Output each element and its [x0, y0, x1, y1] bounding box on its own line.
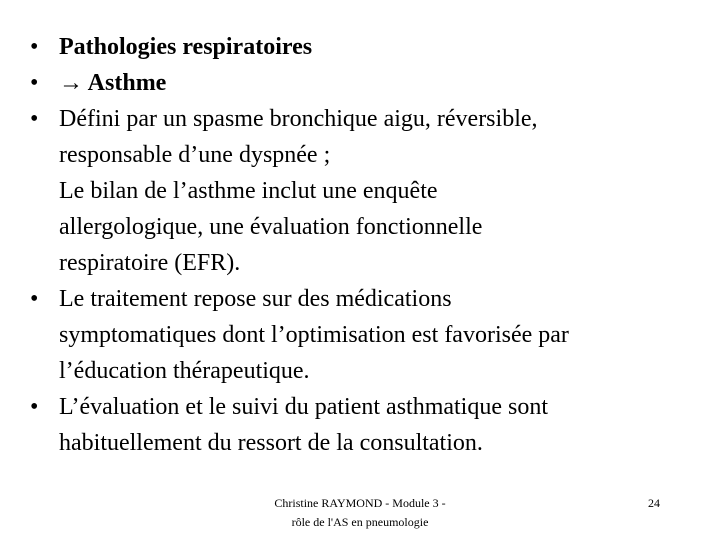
bullet-item-pathologies — [30, 29, 690, 65]
bullet-item-evaluation — [30, 389, 690, 461]
bullet-list — [30, 29, 690, 461]
footer-text — [240, 494, 480, 532]
bullet-icon: • — [30, 34, 39, 60]
text-line: Le bilan de l’asthme inclut une enquête — [59, 178, 438, 204]
text-line: l’éducation thérapeutique. — [59, 358, 310, 384]
slide-body — [30, 29, 690, 461]
text-line: L’évaluation et le suivi du patient asthmatique sont — [59, 394, 549, 420]
text-line: symptomatiques dont l’optimisation est favorisée par — [59, 322, 569, 348]
bullet-icon: • — [30, 286, 39, 312]
text-line: habituellement du ressort de la consultation. — [59, 430, 483, 456]
footer-topic-line: rôle de l'AS en pneumologie — [291, 515, 429, 529]
text-line: allergologique, une évaluation fonctionnelle — [59, 214, 483, 240]
bullet-item-definition — [30, 101, 690, 281]
text-line: respiratoire (EFR). — [59, 250, 241, 276]
bullet-icon: • — [30, 394, 39, 420]
text-line: Le traitement repose sur des médications — [59, 286, 452, 312]
bullet-item-traitement — [30, 281, 690, 389]
bullet-item-asthme — [30, 65, 690, 101]
bullet-text — [59, 281, 690, 389]
text-line: responsable d’une dyspnée ; — [59, 142, 331, 168]
page-number: 24 — [648, 496, 660, 510]
bullet-icon: • — [30, 106, 39, 132]
footer-author-line: Christine RAYMOND - Module 3 - — [274, 496, 446, 510]
bullet-text: → Asthme — [59, 70, 167, 96]
bullet-icon: • — [30, 70, 39, 96]
text-line: Défini par un spasme bronchique aigu, réversible, — [59, 106, 538, 132]
bullet-text: Pathologies respiratoires — [59, 34, 313, 60]
bullet-text — [59, 389, 690, 461]
bullet-text — [59, 101, 690, 281]
